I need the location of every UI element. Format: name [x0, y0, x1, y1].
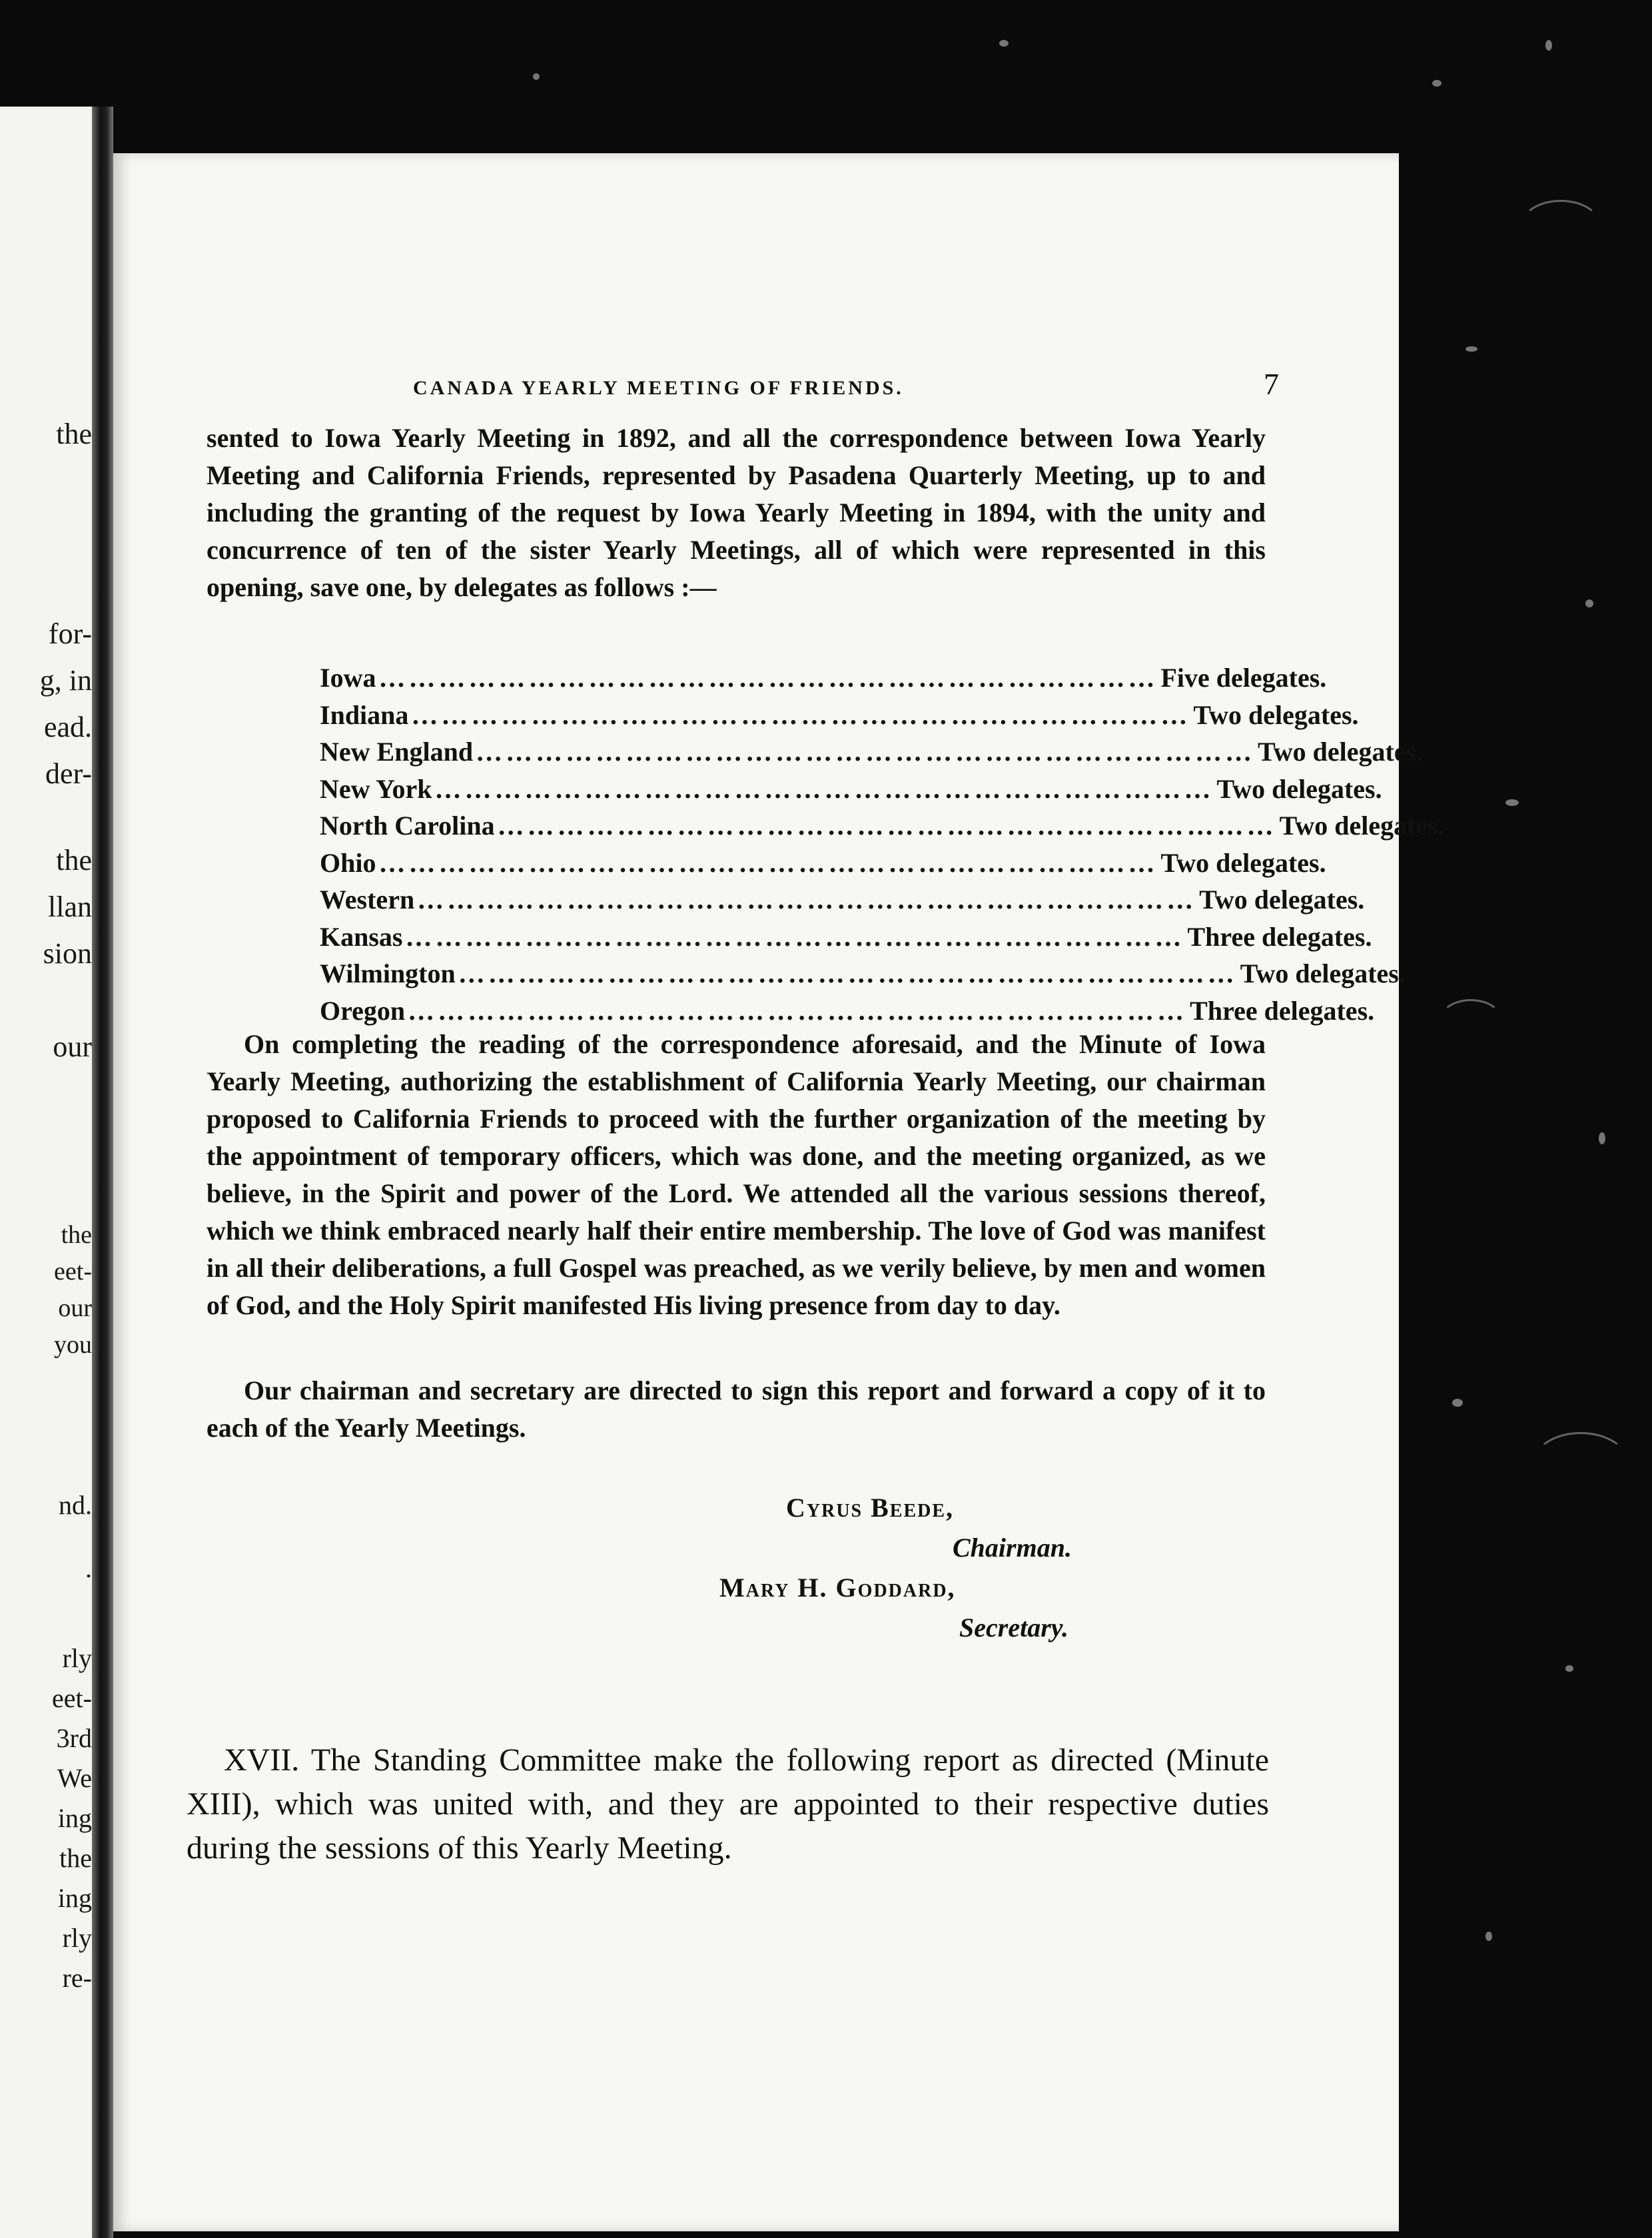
leader-dots: ……………………………………………………………………	[408, 995, 1188, 1026]
page-number: 7	[1264, 367, 1279, 401]
delegate-meeting: Indiana	[320, 699, 409, 730]
leader-dots: ……………………………………………………………………	[405, 921, 1185, 952]
paragraph-1	[206, 420, 1266, 606]
left-fragment: ead.	[43, 711, 92, 743]
left-fragment: ing	[57, 1883, 92, 1913]
secretary-name: Mary H. Goddard,	[719, 1573, 956, 1603]
left-fragment: sion	[43, 937, 92, 970]
leader-dots: ……………………………………………………………………	[434, 773, 1214, 804]
left-fragment: ing	[57, 1803, 92, 1833]
paragraph-2	[206, 1026, 1266, 1324]
left-fragment: our	[53, 1030, 92, 1063]
delegate-row	[320, 881, 1365, 919]
left-fragment: the	[56, 418, 92, 450]
left-fragment: you	[54, 1331, 92, 1359]
delegate-count: Two delegates.	[1160, 847, 1326, 878]
left-fragment: for-	[48, 617, 92, 650]
delegate-meeting: New England	[320, 737, 474, 767]
delegate-meeting: New York	[320, 773, 432, 804]
paragraph-2-text: On completing the reading of the correspondence aforesaid, and the Minute of Iowa Yearly Meeting, authorizing the establishment of California Yearly Meeting, our chairman proposed to California Friends to proceed with the further organization of the meeting by the appointment of temporary officers, which was done, and the meeting organized, as we believe, in the Spirit and power of the Lord. We attended all the various sessions thereof, which we think embraced nearly half their entire membership. The love of God was manifest in all their deliberations, a full Gospel was preached, as we verily believe, by men and women of God, and the Holy Spirit manifested His living presence from day to day.	[206, 1029, 1266, 1320]
delegate-meeting: Kansas	[320, 921, 403, 952]
delegate-row	[320, 807, 1445, 845]
delegate-count: Two delegates.	[1279, 811, 1445, 841]
running-title: CANADA YEARLY MEETING OF FRIENDS.	[413, 377, 904, 399]
delegate-row	[320, 697, 1359, 734]
left-fragment: eet-	[52, 1683, 92, 1713]
left-fragment: the	[61, 1221, 92, 1249]
chairman-name: Cyrus Beede,	[786, 1493, 955, 1523]
document-page	[113, 153, 1445, 2231]
left-fragment: eet-	[54, 1258, 92, 1286]
left-fragment: We	[57, 1763, 92, 1793]
left-fragment: rly	[62, 1643, 92, 1673]
delegate-count: Two delegates.	[1240, 958, 1406, 988]
paragraph-3-text: Our chairman and secretary are directed to sign this report and forward a copy of it to each of the Yearly Meetings.	[206, 1375, 1266, 1443]
left-fragment: the	[59, 1843, 92, 1873]
delegate-row	[320, 771, 1382, 808]
left-fragment: the	[56, 844, 92, 877]
delegate-meeting: Wilmington	[320, 958, 456, 988]
delegate-count: Five delegates.	[1160, 663, 1327, 693]
left-fragment: re-	[62, 1963, 92, 1993]
left-fragment: nd.	[59, 1490, 92, 1520]
delegate-row	[320, 845, 1326, 882]
secretary-role: Secretary.	[959, 1613, 1069, 1643]
book-gutter	[92, 107, 113, 2238]
delegate-row	[320, 659, 1327, 697]
delegate-row	[320, 992, 1375, 1030]
delegate-meeting: North Carolina	[320, 811, 495, 841]
paragraph-3	[206, 1372, 1266, 1447]
leader-dots: ……………………………………………………………………	[417, 885, 1197, 915]
delegate-count: Two delegates.	[1216, 773, 1382, 804]
delegate-meeting: Ohio	[320, 847, 376, 878]
paragraph-1-text: sented to Iowa Yearly Meeting in 1892, and all the correspondence between Iowa Yearly Meeting and California Friends, represented by Pasadena Quarterly Meeting, up to and including the granting of the request by Iowa Yearly Meeting in 1894, with the unity and concurrence of ten of the sister Yearly Meetings, all of which were represented in this opening, save one, by delegates as follows :—	[206, 423, 1266, 602]
left-fragment: der-	[45, 757, 92, 790]
left-fragment: .	[85, 1553, 92, 1583]
delegate-count: Two delegates.	[1193, 699, 1359, 730]
delegate-meeting: Western	[320, 885, 415, 915]
leader-dots: ……………………………………………………………………	[411, 699, 1191, 730]
leader-dots: ……………………………………………………………………	[378, 847, 1158, 878]
leader-dots: ……………………………………………………………………	[497, 811, 1277, 841]
leader-dots: ……………………………………………………………………	[476, 737, 1256, 767]
delegate-row	[320, 955, 1406, 992]
paragraph-4	[187, 1738, 1269, 1870]
left-fragment: llan	[48, 891, 92, 923]
delegates-list	[320, 659, 1445, 1029]
paragraph-4-text: XVII. The Standing Committee make the following report as directed (Minute XIII), which was united with, and they are appointed to their respective duties during the sessions of this Yearly Meeting.	[187, 1742, 1269, 1866]
delegate-count: Two delegates.	[1258, 737, 1424, 767]
delegate-row	[320, 919, 1372, 956]
delegate-meeting: Oregon	[320, 995, 406, 1026]
left-fragment: our	[58, 1294, 92, 1322]
delegate-count: Three delegates.	[1190, 995, 1375, 1026]
delegate-row	[320, 733, 1424, 771]
left-fragment: g, in	[39, 664, 92, 697]
running-header	[413, 366, 1279, 402]
left-fragment: rly	[62, 1923, 92, 1953]
delegate-count: Two delegates.	[1199, 885, 1365, 915]
delegate-count: Three delegates.	[1187, 921, 1372, 952]
leader-dots: ……………………………………………………………………	[378, 663, 1158, 693]
delegate-meeting: Iowa	[320, 663, 376, 693]
chairman-role: Chairman.	[953, 1533, 1072, 1563]
previous-page-sliver	[0, 107, 100, 2238]
left-fragment: 3rd	[56, 1723, 92, 1753]
leader-dots: ……………………………………………………………………	[458, 958, 1238, 988]
